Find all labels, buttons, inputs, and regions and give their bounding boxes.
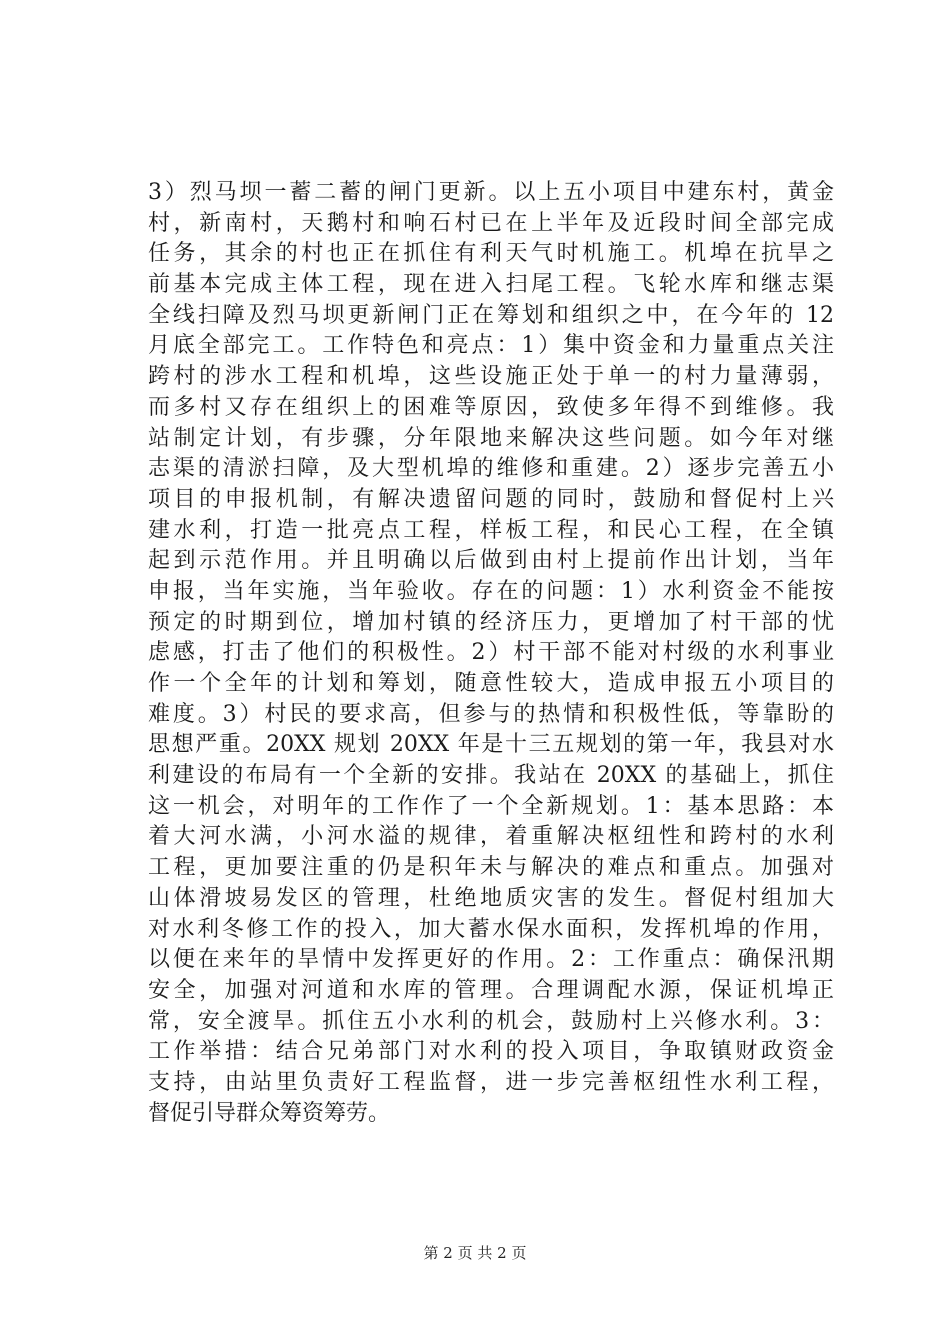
text-line: 安全，加强对河道和水库的管理。合理调配水源，保证机埠正 <box>148 977 834 1003</box>
text-line: 以便在来年的旱情中发挥更好的作用。2：工作重点：确保汛期 <box>148 947 834 973</box>
text-line: 常，安全渡旱。抓住五小水利的机会，鼓励村上兴修水利。3： <box>148 1008 834 1034</box>
text-line: 任务，其余的村也正在抓住有利天气时机施工。机埠在抗旱之 <box>148 241 834 267</box>
text-line: 这一机会，对明年的工作作了一个全新规划。1：基本思路：本 <box>148 793 834 819</box>
text-line: 志渠的清淤扫障，及大型机埠的维修和重建。2）逐步完善五小 <box>148 456 834 482</box>
text-line: 跨村的涉水工程和机埠，这些设施正处于单一的村力量薄弱， <box>148 364 834 390</box>
text-line: 利建设的布局有一个全新的安排。我站在 20XX 的基础上，抓住 <box>148 763 834 789</box>
text-line: 3）烈马坝一蓄二蓄的闸门更新。以上五小项目中建东村，黄金 <box>148 180 834 205</box>
text-line: 项目的申报机制，有解决遗留问题的同时，鼓励和督促村上兴 <box>148 486 834 512</box>
text-line: 月底全部完工。工作特色和亮点：1）集中资金和力量重点关注 <box>148 333 834 359</box>
text-line: 工程，更加要注重的仍是积年未与解决的难点和重点。加强对 <box>148 855 834 881</box>
text-line: 着大河水满，小河水溢的规律，着重解决枢纽性和跨村的水利 <box>148 824 834 850</box>
text-line: 山体滑坡易发区的管理，杜绝地质灾害的发生。督促村组加大 <box>148 885 834 911</box>
text-line: 申报，当年实施，当年验收。存在的问题：1）水利资金不能按 <box>148 578 834 604</box>
text-line: 村，新南村，天鹅村和响石村已在上半年及近段时间全部完成 <box>148 210 834 236</box>
text-line: 作一个全年的计划和筹划，随意性较大，造成申报五小项目的 <box>148 671 834 696</box>
text-line: 前基本完成主体工程，现在进入扫尾工程。飞轮水库和继志渠 <box>148 272 834 298</box>
text-line: 难度。3）村民的要求高，但参与的热情和积极性低，等靠盼的 <box>148 701 834 727</box>
text-line: 建水利，打造一批亮点工程，样板工程，和民心工程，在全镇 <box>148 517 834 543</box>
text-line: 虑感，打击了他们的积极性。2）村干部不能对村级的水利事业 <box>148 640 834 666</box>
text-line: 督促引导群众筹资筹劳。 <box>148 1100 391 1126</box>
text-line: 而多村又存在组织上的困难等原因，致使多年得不到维修。我 <box>148 394 834 420</box>
text-line: 工作举措：结合兄弟部门对水利的投入项目，争取镇财政资金 <box>148 1039 834 1065</box>
text-line: 对水利冬修工作的投入，加大蓄水保水面积，发挥机埠的作用， <box>148 916 834 942</box>
page-footer: 第 2 页 共 2 页 <box>423 1244 527 1262</box>
text-line: 思想严重。20XX 规划 20XX 年是十三五规划的第一年，我县对水 <box>148 732 834 758</box>
text-line: 全线扫障及烈马坝更新闸门正在筹划和组织之中，在今年的 12 <box>148 302 834 328</box>
text-line: 起到示范作用。并且明确以后做到由村上提前作出计划，当年 <box>148 548 834 574</box>
text-line: 预定的时期到位，增加村镇的经济压力，更增加了村干部的忧 <box>148 609 834 635</box>
text-line: 支持，由站里负责好工程监督，进一步完善枢纽性水利工程， <box>148 1069 834 1095</box>
text-line: 站制定计划，有步骤，分年限地来解决这些问题。如今年对继 <box>148 425 834 451</box>
body-paragraph <box>148 178 834 1129</box>
